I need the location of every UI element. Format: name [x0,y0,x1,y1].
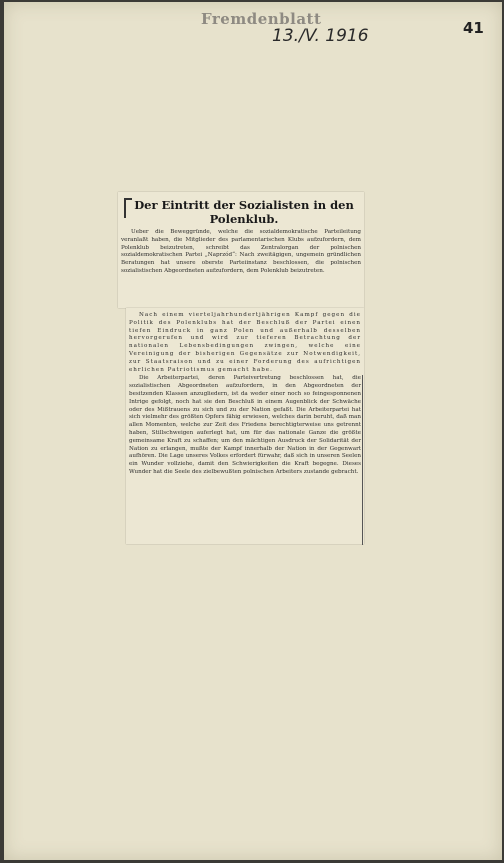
newspaper-stamp: Fremdenblatt [201,10,322,28]
handwritten-date: 13./V. 1916 [272,26,369,46]
article-paragraph-1: Nach einem vierteljahrhundertjährigen Kampf gegen die Politik des Polenklubs hat der Beschluß der Partei einen tiefen Eindruck in ganz Polen und außerhalb desselben hervorgerufen und wird zur tieferen Betrachtung der nationalen Lebensbedingungen zwingen, welche eine Vereinigung der bisherigen Gegensätze zur Notwendigkeit, zur Staatsraison und zu einer Forderung des aufrichtigen ehrlichen Patriotismus gemacht habe. [129,312,361,373]
article-intro: Ueber die Beweggründe, welche die sozialdemokratische Parteileitung veranlaßt haben, die Mitglieder des parlamentarischen Klubs aufzufordern, dem Polenklub beizutreten, schreibt das Zentralorgan der polnischen sozialdemokratischen Partei „Naprzód“: Nach zweitägigen, ungemein gründlichen Beratungen hat unsere oberste Parteiinstanz beschlossen, die polnischen sozialistischen Abgeordneten aufzufordern, dem Polenklub beizutreten. [121,229,361,274]
column-rule [362,375,363,545]
article-paragraph-2: Die Arbeiterpartei, deren Parteivertretung beschlossen hat, die sozialistischen Abgeordneten aufzufordern, in den Abgeordneten der besitzenden Klassen anzugliedern, ist da weder einer noch so feingesponnenen Intrige gefolgt, noch hat sie den Beschluß in einem Augenblick der Schwäche oder des Mißtrauens zu sich und zu der Nation gefaßt. Die Arbeiterpartei hat sich vielmehr des größten Opfers fähig erwiesen, welches darin beruht, daß man allen Momenten, welche zur Zeit des Friedens berechtigterweise uns getrennt haben, Stillschweigen auferlegt hat, um für das nationale Ganze die größte gemeinsame Kraft zu schaffen; um den mächtigen Ausdruck der Solidarität der Nation zu erlangen, mußte der Kampf innerhalb der Nation in der Gegenwart aufhören. Die Lage unseres Volkes erfordert fürwahr, daß sich in unseren Seelen ein Wunder vollziehe, damit den Schwierigkeiten die Kraft begegne. Dieses Wunder hat die Seele des zielbewußten polnischen Arbeiters zustande gebracht. [129,375,361,475]
article-body [129,312,361,478]
page-number: 41 [463,19,484,37]
article-headline: Der Eintritt der Sozialisten in den Polenklub. [134,198,354,226]
